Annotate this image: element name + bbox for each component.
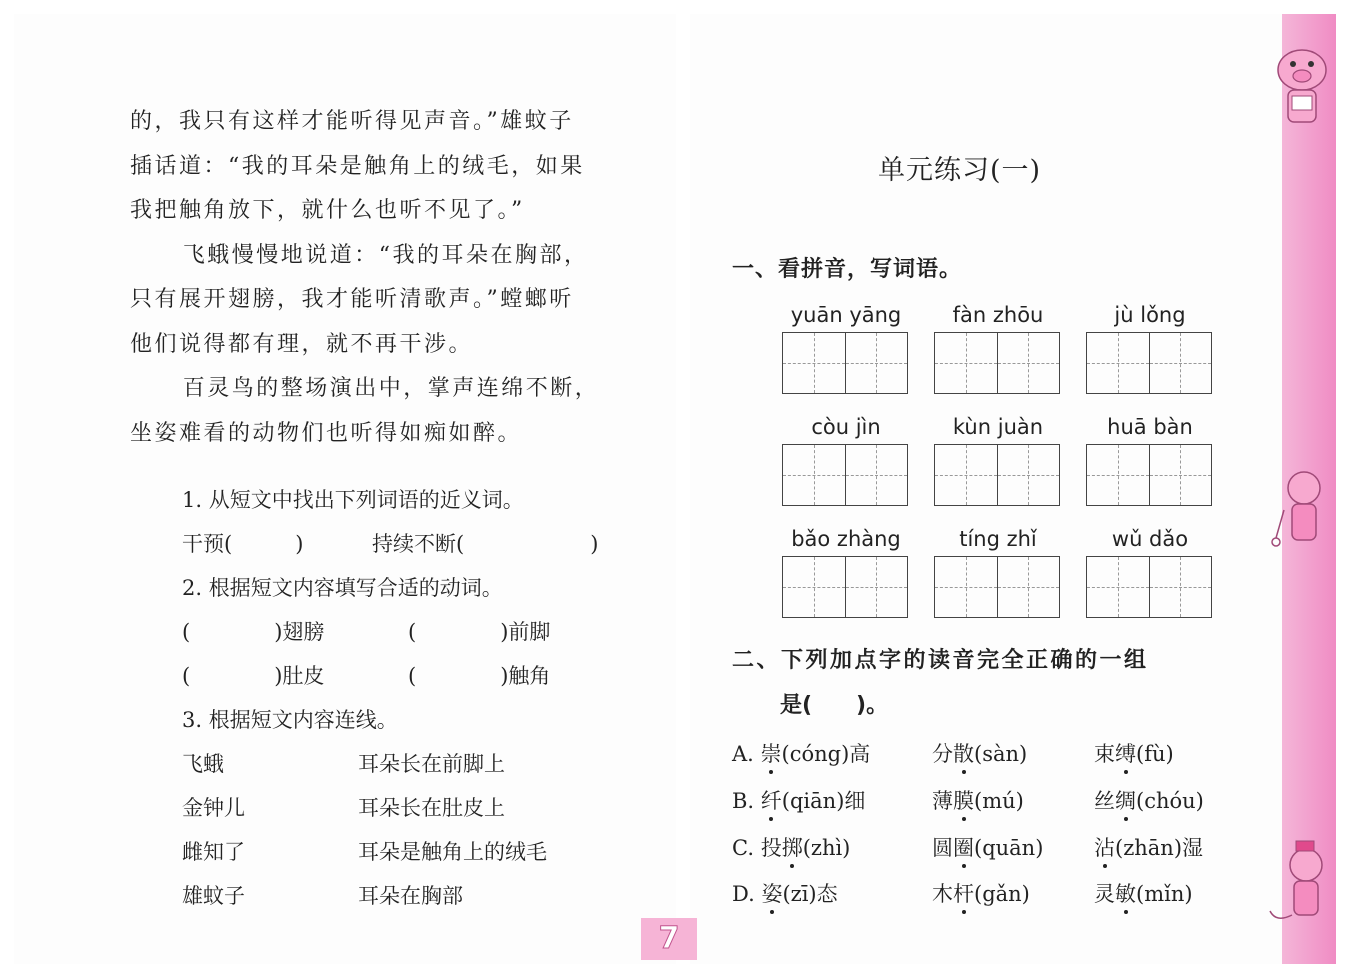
dotted-char: 膜 bbox=[953, 785, 974, 815]
story-line: 他们说得都有理，就不再干涉。 bbox=[130, 331, 474, 357]
option-text: (gǎn) bbox=[974, 882, 1030, 906]
option-text: (fù) bbox=[1136, 742, 1174, 766]
dotted-char: 散 bbox=[953, 738, 974, 768]
question-3: 3. 根据短文内容连线。 bbox=[182, 708, 398, 732]
writing-grid[interactable] bbox=[1086, 444, 1212, 506]
section-1-heading: 一、看拼音，写词语。 bbox=[732, 257, 963, 282]
option-text: (zhān)湿 bbox=[1115, 836, 1204, 860]
writing-grid[interactable] bbox=[782, 332, 908, 394]
story-line: 飞蛾慢慢地说道：“我的耳朵在胸部， bbox=[182, 242, 589, 268]
writing-grid[interactable] bbox=[934, 332, 1060, 394]
option-text: (zī)态 bbox=[782, 882, 838, 906]
option-text: 投 bbox=[760, 836, 782, 860]
dotted-char: 圈 bbox=[953, 832, 974, 862]
option-text: 圆 bbox=[932, 836, 953, 860]
story-line: 只有展开翅膀，我才能听清歌声。”螳螂听 bbox=[130, 287, 574, 312]
option-label: A. bbox=[732, 742, 754, 766]
option-text: 丝 bbox=[1094, 789, 1115, 813]
option-text: (cóng)高 bbox=[781, 742, 871, 766]
option-a[interactable] bbox=[732, 738, 870, 768]
dotted-char: 绸 bbox=[1115, 785, 1136, 815]
option-d-word-3 bbox=[1094, 878, 1193, 908]
option-text: 薄 bbox=[932, 789, 953, 813]
pinyin-label: bǎo zhàng bbox=[791, 527, 901, 551]
match-left-item[interactable]: 飞蛾 bbox=[182, 752, 224, 776]
story-line: 百灵鸟的整场演出中，掌声连绵不断， bbox=[182, 376, 600, 401]
match-left-item[interactable]: 雄蚊子 bbox=[182, 884, 245, 908]
dotted-char: 纤 bbox=[761, 785, 782, 815]
match-left-item[interactable]: 雌知了 bbox=[182, 840, 245, 864]
option-text: (chóu) bbox=[1136, 789, 1204, 813]
option-label: C. bbox=[732, 836, 754, 860]
writing-grid[interactable] bbox=[1086, 332, 1212, 394]
question-1: 1. 从短文中找出下列词语的近义词。 bbox=[182, 488, 524, 512]
story-line: 的，我只有这样才能听得见声音。”雄蚊子 bbox=[130, 109, 574, 134]
pinyin-label: tíng zhǐ bbox=[959, 527, 1037, 551]
dotted-char: 沾 bbox=[1094, 832, 1115, 862]
option-text: (quān) bbox=[974, 836, 1044, 860]
dotted-char: 杆 bbox=[953, 878, 974, 908]
synonym-blank-1[interactable]: 干预( ) bbox=[182, 532, 304, 556]
writing-grid[interactable] bbox=[782, 556, 908, 618]
option-text: 木 bbox=[932, 882, 953, 906]
dotted-char: 缚 bbox=[1115, 738, 1136, 768]
pinyin-label: huā bàn bbox=[1107, 415, 1193, 439]
option-c-word-2 bbox=[932, 832, 1043, 862]
option-text: 灵 bbox=[1094, 882, 1115, 906]
option-text: 分 bbox=[932, 742, 953, 766]
fox-mascot-icon bbox=[1262, 460, 1342, 560]
match-right-item[interactable]: 耳朵在胸部 bbox=[358, 884, 463, 908]
option-c-word-3 bbox=[1094, 832, 1203, 862]
option-b-word-2 bbox=[932, 785, 1024, 815]
pinyin-label: còu jìn bbox=[811, 415, 881, 439]
synonym-blank-2[interactable]: 持续不断( ) bbox=[372, 532, 599, 556]
match-right-item[interactable]: 耳朵是触角上的绒毛 bbox=[358, 840, 547, 864]
page-number: 7 bbox=[641, 918, 697, 960]
option-text: (mǐn) bbox=[1136, 882, 1193, 906]
option-text: (mú) bbox=[974, 789, 1024, 813]
story-line: 插话道：“我的耳朵是触角上的绒毛，如果 bbox=[130, 153, 585, 179]
section-2-answer-blank[interactable]: 是( )。 bbox=[780, 693, 889, 718]
pinyin-label: jù lǒng bbox=[1114, 303, 1186, 327]
pinyin-label: wǔ dǎo bbox=[1111, 527, 1189, 551]
writing-grid[interactable] bbox=[934, 444, 1060, 506]
story-line: 坐姿难看的动物们也听得如痴如醉。 bbox=[130, 420, 523, 446]
option-c[interactable] bbox=[732, 832, 850, 862]
story-text bbox=[130, 100, 620, 456]
option-d[interactable] bbox=[732, 878, 838, 908]
option-b[interactable] bbox=[732, 785, 865, 815]
option-text: (zhì) bbox=[802, 836, 851, 860]
animal-mascot-icon bbox=[1262, 835, 1342, 935]
unit-title: 单元练习(一) bbox=[878, 155, 1042, 186]
option-d-word-2 bbox=[932, 878, 1030, 908]
verb-blank-1[interactable]: ( )翅膀 bbox=[182, 620, 325, 644]
question-2: 2. 根据短文内容填写合适的动词。 bbox=[182, 576, 503, 600]
pinyin-label: yuān yāng bbox=[790, 303, 902, 327]
pig-mascot-icon bbox=[1262, 40, 1342, 135]
dotted-char: 掷 bbox=[782, 832, 803, 862]
option-a-word-3 bbox=[1094, 738, 1174, 768]
match-left-item[interactable]: 金钟儿 bbox=[182, 796, 245, 820]
verb-blank-4[interactable]: ( )触角 bbox=[408, 664, 551, 688]
option-a-word-2 bbox=[932, 738, 1027, 768]
verb-blank-3[interactable]: ( )肚皮 bbox=[182, 664, 325, 688]
story-line: 我把触角放下，就什么也听不见了。” bbox=[130, 198, 525, 223]
dotted-char: 姿 bbox=[761, 878, 782, 908]
writing-grid[interactable] bbox=[1086, 556, 1212, 618]
verb-blank-2[interactable]: ( )前脚 bbox=[408, 620, 551, 644]
writing-grid[interactable] bbox=[934, 556, 1060, 618]
match-right-item[interactable]: 耳朵长在肚皮上 bbox=[358, 796, 505, 820]
option-text: (sàn) bbox=[974, 742, 1028, 766]
match-right-item[interactable]: 耳朵长在前脚上 bbox=[358, 752, 505, 776]
pinyin-label: kùn juàn bbox=[952, 415, 1044, 439]
dotted-char: 敏 bbox=[1115, 878, 1136, 908]
option-text: 束 bbox=[1094, 742, 1115, 766]
option-label: B. bbox=[732, 789, 755, 813]
dotted-char: 崇 bbox=[761, 738, 782, 768]
pinyin-label: fàn zhōu bbox=[952, 303, 1044, 327]
writing-grid[interactable] bbox=[782, 444, 908, 506]
section-2-heading: 二、下列加点字的读音完全正确的一组 bbox=[732, 648, 1149, 673]
option-b-word-3 bbox=[1094, 785, 1204, 815]
option-label: D. bbox=[732, 882, 755, 906]
option-text: (qiān)细 bbox=[781, 789, 866, 813]
